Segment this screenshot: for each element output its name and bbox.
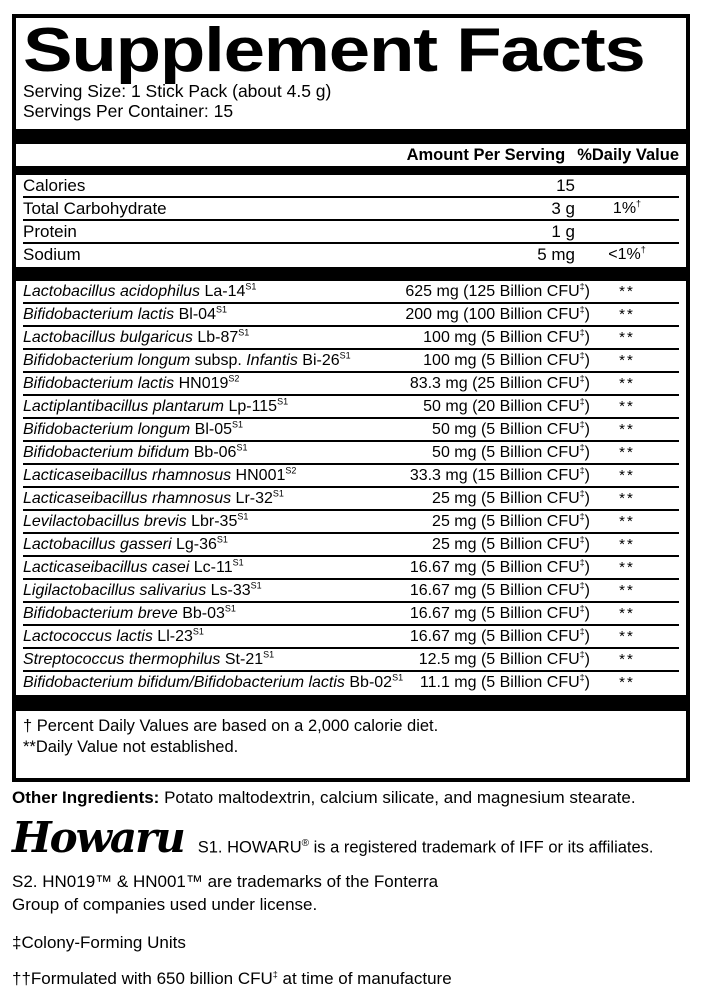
amount-text: 25 mg (5 Billion CFU	[432, 490, 580, 508]
s2-trademark-note	[12, 871, 690, 917]
probiotic-row	[23, 442, 679, 465]
double-dagger-icon: ‡	[579, 557, 585, 568]
divider-bar-header	[16, 166, 686, 175]
probiotic-species: Lactobacillus gasseri	[23, 536, 172, 554]
probiotic-species: Infantis	[246, 352, 298, 370]
probiotic-name	[23, 582, 262, 599]
double-dagger-icon: ‡	[579, 488, 585, 499]
probiotic-strain: Lg-36	[171, 536, 217, 554]
double-dagger-icon: ‡	[579, 442, 585, 453]
facts-title: Supplement Facts	[23, 16, 645, 85]
amount-text: 100 mg (5 Billion CFU	[423, 352, 580, 370]
amount-col-header: Amount Per Serving	[406, 145, 566, 164]
probiotic-row	[23, 465, 679, 488]
amount-close: )	[584, 421, 590, 439]
source-sup: S1	[238, 327, 250, 338]
other-ingredients	[12, 788, 690, 808]
cfu-note: ‡Colony-Forming Units	[12, 933, 186, 953]
supplement-facts-panel	[12, 14, 690, 782]
source-sup: S1	[232, 557, 244, 568]
amount-text: 25 mg (5 Billion CFU	[432, 513, 580, 531]
source-sup: S1	[339, 350, 351, 361]
s1-trademark-note	[198, 838, 654, 858]
probiotic-name	[23, 283, 256, 300]
probiotic-amount	[405, 304, 590, 325]
probiotic-dv: **	[619, 398, 635, 416]
nutrient-amount: 15	[556, 176, 575, 196]
probiotic-name	[23, 467, 296, 484]
probiotic-table	[23, 281, 679, 695]
probiotic-amount	[410, 603, 590, 624]
footnote-line: † Percent Daily Values are based on a 2,000 calorie diet.	[23, 717, 439, 736]
probiotic-amount	[419, 649, 590, 670]
nutrient-row	[23, 244, 679, 267]
probiotic-amount	[410, 626, 590, 647]
probiotic-amount	[432, 534, 590, 555]
probiotic-dv: **	[619, 605, 635, 623]
formulated-note	[12, 969, 690, 989]
nutrient-row	[23, 198, 679, 221]
probiotic-strain: Bl-05	[190, 421, 232, 439]
other-ingredients-label: Other Ingredients:	[12, 788, 160, 807]
source-sup: S1	[272, 488, 284, 499]
probiotic-strain: Bb-02	[344, 674, 393, 692]
probiotic-row	[23, 557, 679, 580]
source-sup: S1	[192, 626, 204, 637]
probiotic-row	[23, 281, 679, 304]
probiotic-species: Bifidobacterium lactis	[23, 306, 175, 324]
registered-mark-icon: ®	[301, 837, 310, 849]
amount-close: )	[584, 536, 590, 554]
probiotic-row	[23, 580, 679, 603]
probiotic-dv: **	[619, 283, 635, 301]
probiotic-name	[23, 329, 249, 346]
double-dagger-icon: ‡	[579, 511, 585, 522]
amount-close: )	[584, 674, 590, 692]
probiotic-species: Lacticaseibacillus rhamnosus	[23, 490, 232, 508]
amount-close: )	[584, 651, 590, 669]
probiotic-strain: Lr-32	[231, 490, 273, 508]
probiotic-species: Bifidobacterium bifidum/Bifidobacterium lactis	[23, 674, 345, 692]
probiotic-species: Levilactobacillus brevis	[23, 513, 187, 531]
probiotic-name	[23, 490, 284, 507]
probiotic-strain: St-21	[220, 651, 264, 669]
probiotic-row	[23, 603, 679, 626]
probiotic-name	[23, 674, 403, 691]
probiotic-dv: **	[619, 559, 635, 577]
amount-close: )	[584, 467, 590, 485]
nutrient-row	[23, 221, 679, 244]
probiotic-species: Bifidobacterium longum	[23, 352, 191, 370]
source-sup: S1	[263, 649, 275, 660]
probiotic-species: Lactobacillus bulgaricus	[23, 329, 193, 347]
probiotic-dv: **	[619, 444, 635, 462]
source-sup: S1	[236, 442, 248, 453]
amount-close: )	[584, 352, 590, 370]
amount-close: )	[584, 398, 590, 416]
s2-note-line1: S2. HN019™ & HN001™ are trademarks of the Fonterra	[12, 872, 439, 892]
probiotic-amount	[423, 350, 590, 371]
probiotic-row	[23, 327, 679, 350]
nutrient-table	[23, 175, 679, 267]
probiotic-name	[23, 398, 288, 415]
probiotic-species: Bifidobacterium longum	[23, 421, 191, 439]
servings-per-container: Servings Per Container: 15	[23, 101, 234, 122]
probiotic-dv: **	[619, 329, 635, 347]
probiotic-amount	[432, 488, 590, 509]
probiotic-row	[23, 511, 679, 534]
amount-text: 12.5 mg (5 Billion CFU	[418, 651, 580, 669]
probiotic-dv: **	[619, 421, 635, 439]
dagger-icon: †	[640, 244, 646, 255]
probiotic-species: Ligilactobacillus salivarius	[23, 582, 207, 600]
double-dagger-icon: ‡	[579, 580, 585, 591]
probiotic-amount	[410, 557, 590, 578]
amount-text: 25 mg (5 Billion CFU	[432, 536, 580, 554]
probiotic-species: Lactiplantibacillus plantarum	[23, 398, 224, 416]
probiotic-dv: **	[619, 651, 635, 669]
footnotes	[23, 711, 679, 758]
nutrient-dv: 1%†	[612, 198, 642, 218]
probiotic-dv: **	[619, 674, 635, 692]
amount-close: )	[584, 582, 590, 600]
nutrient-amount: 3 g	[551, 199, 575, 219]
amount-close: )	[584, 490, 590, 508]
dagger-icon: †	[636, 198, 642, 209]
probiotic-amount	[410, 580, 590, 601]
nutrient-name: Total Carbohydrate	[23, 199, 167, 219]
probiotic-name	[23, 559, 244, 576]
probiotic-strain: Bb-03	[177, 605, 225, 623]
source-sup: S1	[216, 534, 228, 545]
probiotic-row	[23, 649, 679, 672]
amount-text: 83.3 mg (25 Billion CFU	[409, 375, 580, 393]
probiotic-dv: **	[619, 513, 635, 531]
amount-text: 16.67 mg (5 Billion CFU	[409, 628, 580, 646]
nutrient-row	[23, 175, 679, 198]
nutrient-dv: <1%†	[608, 244, 646, 264]
probiotic-dv: **	[619, 628, 635, 646]
double-dagger-icon: ‡	[272, 969, 278, 980]
formulated-note-pre: ††Formulated with 650 billion CFU	[12, 969, 273, 989]
nutrient-amount: 1 g	[551, 222, 575, 242]
probiotic-strain: Lb-87	[192, 329, 239, 347]
probiotic-strain: Ls-33	[206, 582, 251, 600]
label-lower-section	[12, 788, 690, 989]
double-dagger-icon: ‡	[579, 281, 585, 292]
probiotic-strain: Ll-23	[152, 628, 193, 646]
probiotic-species: Lactobacillus acidophilus	[23, 283, 200, 301]
probiotic-amount	[423, 396, 590, 417]
double-dagger-icon: ‡	[579, 304, 585, 315]
probiotic-dv: **	[619, 490, 635, 508]
probiotic-name	[23, 444, 247, 461]
probiotic-row	[23, 419, 679, 442]
probiotic-dv: **	[619, 306, 635, 324]
amount-close: )	[584, 283, 590, 301]
double-dagger-icon: ‡	[579, 649, 585, 660]
probiotic-row	[23, 534, 679, 557]
divider-bar-top	[16, 129, 686, 144]
source-sup: S1	[215, 304, 227, 315]
logo-row	[12, 813, 690, 863]
probiotic-dv: **	[619, 467, 635, 485]
formulated-note-post: at time of manufacture	[277, 969, 452, 989]
amount-text: 50 mg (20 Billion CFU	[423, 398, 580, 416]
amount-close: )	[584, 628, 590, 646]
double-dagger-icon: ‡	[579, 603, 585, 614]
amount-text: 16.67 mg (5 Billion CFU	[409, 605, 580, 623]
probiotic-name	[23, 421, 243, 438]
probiotic-species: Lactococcus lactis	[23, 628, 153, 646]
double-dagger-icon: ‡	[579, 672, 585, 683]
double-dagger-icon: ‡	[579, 626, 585, 637]
probiotic-row	[23, 396, 679, 419]
probiotic-name	[23, 306, 227, 323]
amount-text: 100 mg (5 Billion CFU	[423, 329, 580, 347]
nutrient-name: Calories	[23, 176, 86, 196]
source-sup: S1	[224, 603, 236, 614]
amount-close: )	[584, 513, 590, 531]
source-sup: S1	[250, 580, 262, 591]
probiotic-strain: HN001	[231, 467, 286, 485]
amount-close: )	[584, 444, 590, 462]
amount-text: 16.67 mg (5 Billion CFU	[409, 582, 580, 600]
probiotic-strain: Lc-11	[189, 559, 233, 577]
amount-text: 50 mg (5 Billion CFU	[432, 444, 580, 462]
source-sup: S1	[232, 419, 244, 430]
amount-close: )	[584, 605, 590, 623]
probiotic-species: Lacticaseibacillus casei	[23, 559, 190, 577]
nutrient-name: Protein	[23, 222, 77, 242]
probiotic-name	[23, 352, 351, 369]
howaru-logo: Howaru	[12, 813, 184, 863]
probiotic-name	[23, 536, 228, 553]
probiotic-strain: subsp.	[190, 352, 247, 370]
probiotic-amount	[405, 281, 590, 302]
probiotic-strain: Bl-04	[174, 306, 216, 324]
probiotic-strain: Bi-26	[297, 352, 340, 370]
probiotic-strain: Lbr-35	[186, 513, 238, 531]
probiotic-name	[23, 375, 239, 392]
amount-text: 11.1 mg (5 Billion CFU	[419, 674, 580, 692]
probiotic-row	[23, 672, 679, 695]
probiotic-row	[23, 350, 679, 373]
probiotic-amount	[410, 465, 590, 486]
double-dagger-icon: ‡	[579, 465, 585, 476]
probiotic-dv: **	[619, 375, 635, 393]
probiotic-species: Bifidobacterium breve	[23, 605, 178, 623]
probiotic-amount	[410, 373, 590, 394]
probiotic-species: Bifidobacterium lactis	[23, 375, 175, 393]
probiotic-name	[23, 628, 204, 645]
double-dagger-icon: ‡	[579, 373, 585, 384]
probiotic-name	[23, 651, 274, 668]
probiotic-row	[23, 304, 679, 327]
probiotic-row	[23, 626, 679, 649]
probiotic-species: Bifidobacterium bifidum	[23, 444, 190, 462]
source-sup: S1	[392, 672, 404, 683]
s1-note-post: is a registered trademark of IFF or its affiliates.	[309, 838, 654, 857]
probiotic-dv: **	[619, 352, 635, 370]
amount-text: 200 mg (100 Billion CFU	[405, 306, 580, 324]
serving-size: Serving Size: 1 Stick Pack (about 4.5 g)	[23, 80, 332, 101]
amount-text: 625 mg (125 Billion CFU	[405, 283, 580, 301]
s2-note-line2: Group of companies used under license.	[12, 895, 318, 915]
probiotic-strain: Lp-115	[224, 398, 278, 416]
probiotic-species: Streptococcus thermophilus	[23, 651, 221, 669]
probiotic-name	[23, 513, 248, 530]
column-header-row	[23, 144, 679, 166]
probiotic-strain: Bb-06	[189, 444, 237, 462]
amount-text: 33.3 mg (15 Billion CFU	[409, 467, 580, 485]
probiotic-species: Lacticaseibacillus rhamnosus	[23, 467, 232, 485]
divider-bar-nutrients	[16, 267, 686, 281]
source-sup: S1	[245, 281, 257, 292]
probiotic-amount	[423, 327, 590, 348]
double-dagger-icon: ‡	[579, 419, 585, 430]
source-sup: S1	[237, 511, 249, 522]
nutrient-name: Sodium	[23, 245, 81, 265]
probiotic-dv: **	[619, 582, 635, 600]
amount-close: )	[584, 329, 590, 347]
dv-col-header: %Daily Value	[577, 145, 679, 164]
probiotic-amount	[432, 511, 590, 532]
probiotic-strain: HN019	[174, 375, 229, 393]
probiotic-name	[23, 605, 236, 622]
s1-note-pre: S1. HOWARU	[197, 838, 302, 857]
amount-close: )	[584, 375, 590, 393]
probiotic-amount	[420, 672, 590, 693]
probiotic-amount	[432, 442, 590, 463]
probiotic-dv: **	[619, 536, 635, 554]
amount-close: )	[584, 306, 590, 324]
source-sup: S2	[285, 465, 297, 476]
probiotic-amount	[432, 419, 590, 440]
amount-text: 50 mg (5 Billion CFU	[432, 421, 580, 439]
double-dagger-icon: ‡	[579, 350, 585, 361]
divider-bar-probiotics	[16, 695, 686, 711]
probiotic-strain: La-14	[200, 283, 246, 301]
double-dagger-icon: ‡	[579, 396, 585, 407]
double-dagger-icon: ‡	[579, 327, 585, 338]
amount-text: 16.67 mg (5 Billion CFU	[409, 559, 580, 577]
probiotic-row	[23, 488, 679, 511]
source-sup: S1	[277, 396, 289, 407]
source-sup: S2	[228, 373, 240, 384]
probiotic-row	[23, 373, 679, 396]
footnote-line: **Daily Value not established.	[23, 738, 239, 757]
amount-close: )	[584, 559, 590, 577]
nutrient-amount: 5 mg	[537, 245, 575, 265]
other-ingredients-text: Potato maltodextrin, calcium silicate, and magnesium stearate.	[159, 788, 636, 807]
double-dagger-icon: ‡	[579, 534, 585, 545]
